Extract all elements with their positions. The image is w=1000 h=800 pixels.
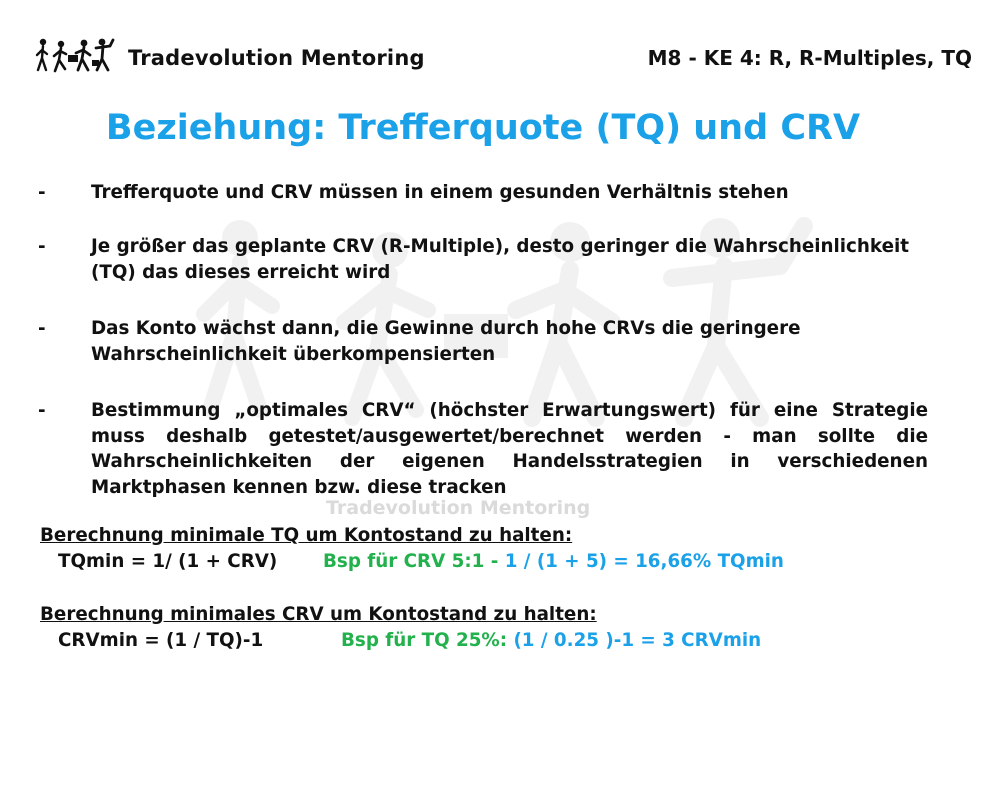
bullet-marker: - bbox=[38, 236, 46, 257]
bullet-marker: - bbox=[38, 400, 46, 421]
bullet-marker: - bbox=[38, 318, 46, 339]
bullet-text: Bestimmung „optimales CRV“ (höchster Erwartungswert) für eine Strategie muss deshalb getestet/ausgewertet/berechnet werden - man sollte die Wahrscheinlichkeiten der eigenen Handelsstrategien in verschiedenen Marktphasen kennen bzw. diese tracken bbox=[91, 400, 928, 498]
bullet-marker: - bbox=[38, 182, 46, 203]
brand-name: Tradevolution Mentoring bbox=[128, 46, 425, 70]
watermark-text: Tradevolution Mentoring bbox=[326, 497, 591, 519]
bullet-text: Trefferquote und CRV müssen in einem gesunden Verhältnis stehen bbox=[91, 182, 789, 203]
bullet-list bbox=[38, 180, 928, 500]
crv-example-label: Bsp für TQ 25%: bbox=[341, 630, 514, 651]
crv-calculation-heading: Berechnung minimales CRV um Kontostand zu halten: bbox=[40, 604, 597, 625]
tq-example-calculation: 1 / (1 + 5) = 16,66% TQmin bbox=[504, 551, 784, 572]
module-label: M8 - KE 4: R, R-Multiples, TQ bbox=[647, 46, 972, 70]
tq-formula: TQmin = 1/ (1 + CRV) bbox=[58, 551, 278, 572]
bullet-item bbox=[38, 316, 928, 368]
crv-formula-row bbox=[58, 627, 761, 655]
tq-calculation bbox=[40, 524, 784, 576]
tq-example-label: Bsp für CRV 5:1 - bbox=[323, 551, 505, 572]
crv-formula: CRVmin = (1 / TQ)-1 bbox=[58, 630, 264, 651]
bullet-text: Je größer das geplante CRV (R-Multiple), desto geringer die Wahrscheinlichkeit (TQ) das dieses erreicht wird bbox=[91, 236, 909, 283]
crv-calculation bbox=[40, 603, 761, 655]
tq-calculation-heading: Berechnung minimale TQ um Kontostand zu halten: bbox=[40, 525, 573, 546]
bullet-text: Das Konto wächst dann, die Gewinne durch hohe CRVs die geringere Wahrscheinlichkeit überkompensierten bbox=[91, 318, 801, 365]
page-title: Beziehung: Trefferquote (TQ) und CRV bbox=[105, 108, 861, 148]
people-silhouettes-icon bbox=[34, 36, 116, 76]
bullet-item bbox=[38, 234, 928, 286]
crv-example-calculation: (1 / 0.25 )-1 = 3 CRVmin bbox=[513, 630, 762, 651]
tq-formula-row bbox=[58, 548, 784, 576]
bullet-item bbox=[38, 398, 928, 500]
bullet-item bbox=[38, 180, 928, 206]
